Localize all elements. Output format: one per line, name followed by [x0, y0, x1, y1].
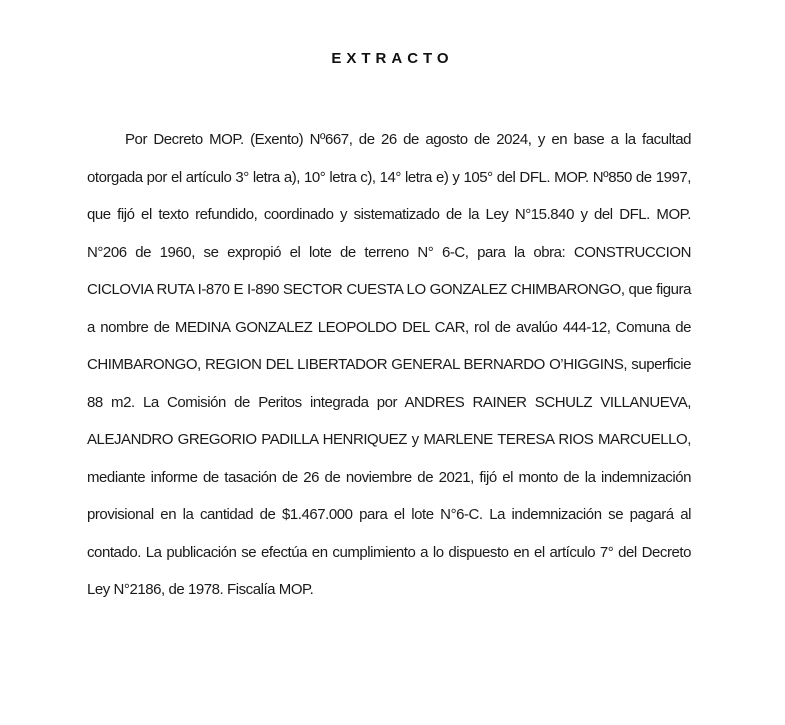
document-body-paragraph: Por Decreto MOP. (Exento) Nº667, de 26 de agosto de 2024, y en base a la facultad otorgada por el artículo 3° letra a), 10° letra c), 14° letra e) y 105° del DFL. MOP. Nº850 de 1997, que fijó el texto refundido, coordinado y sistematizado de la Ley N°15.840 y del DFL. MOP. N°206 de 1960, se expropió el lote de terreno N° 6-C, para la obra: CONSTRUCCION CICLOVIA RUTA I-870 E I-890 SECTOR CUESTA LO GONZALEZ CHIMBARONGO, que figura a nombre de MEDINA GONZALEZ LEOPOLDO DEL CAR, rol de avalúo 444-12, Comuna de CHIMBARONGO, REGION DEL LIBERTADOR GENERAL BERNARDO O’HIGGINS, superficie 88 m2. La Comisión de Peritos integrada por ANDRES RAINER SCHULZ VILLANUEVA, ALEJANDRO GREGORIO PADILLA HENRIQUEZ y MARLENE TERESA RIOS MARCUELLO, mediante informe de tasación de 26 de noviembre de 2021, fijó el monto de la indemnización provisional en la cantidad de $1.467.000 para el lote N°6-C. La indemnización se pagará al contado. La publicación se efectúa en cumplimiento a lo dispuesto en el artículo 7° del Decreto Ley N°2186, de 1978. Fiscalía MOP.: [87, 131, 691, 598]
document-title: EXTRACTO: [331, 50, 454, 67]
